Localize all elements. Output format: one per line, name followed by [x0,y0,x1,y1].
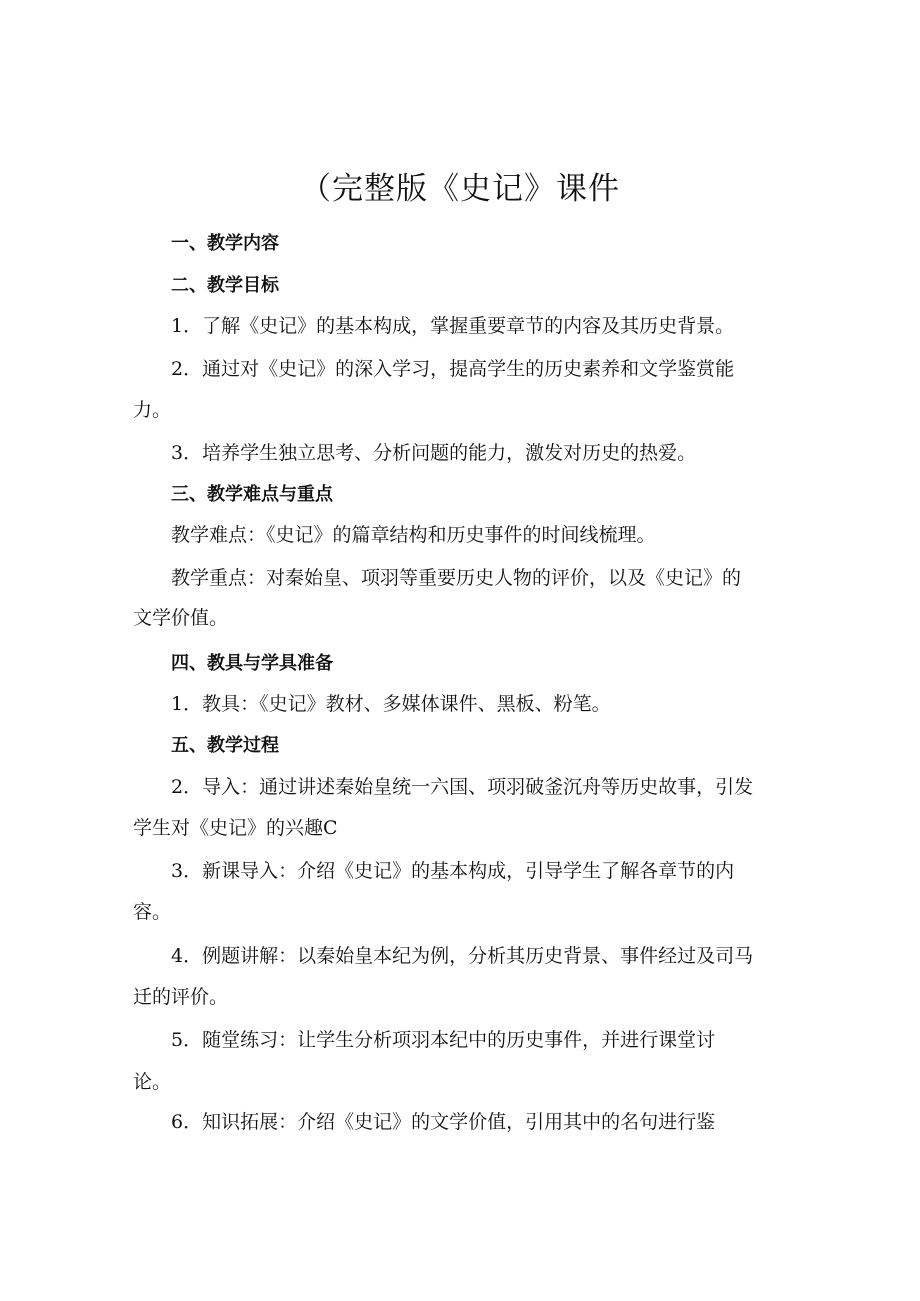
process-item-6: 6．知识拓展：介绍《史记》的文学价值，引用其中的名句进行鉴 [171,1111,716,1133]
document-title: （完整版《史记》课件 [300,171,620,207]
difficulty-text: 教学难点：《史记》的篇章结构和历史事件的时间线梳理。 [171,524,656,546]
key-point-text: 教学重点：对秦始皇、项羽等重要历史人物的评价，以及《史记》的 [171,567,742,589]
process-item-2: 2．导入：通过讲述秦始皇统一六国、项羽破釜沉舟等历史故事，引发 [171,776,754,798]
objective-item-1: 1．了解《史记》的基本构成，掌握重要章节的内容及其历史背景。 [171,315,735,337]
section-heading-objectives: 二、教学目标 [171,275,279,296]
objective-item-2-continued: 力。 [133,399,172,421]
process-item-4-continued: 迁的评价。 [133,986,229,1008]
tools-item-1: 1．教具：《史记》教材、多媒体课件、黑板、粉笔。 [171,693,611,715]
process-item-5: 5．随堂练习：让学生分析项羽本纪中的历史事件，并进行课堂讨 [171,1029,716,1051]
section-heading-process: 五、教学过程 [171,735,279,756]
objective-item-2: 2．通过对《史记》的深入学习，提高学生的历史素养和文学鉴赏能 [171,358,735,380]
section-heading-content: 一、教学内容 [171,233,279,254]
key-point-text-continued: 文学价值。 [133,607,229,629]
section-heading-difficulty: 三、教学难点与重点 [171,484,333,505]
process-item-3: 3．新课导入：介绍《史记》的基本构成，引导学生了解各章节的内 [171,860,735,882]
section-heading-tools: 四、教具与学具准备 [171,653,333,674]
objective-item-3: 3．培养学生独立思考、分析问题的能力，激发对历史的热爱。 [171,442,697,464]
process-item-3-continued: 容。 [133,901,172,923]
process-item-2-continued: 学生对《史记》的兴趣C [133,817,338,839]
process-item-5-continued: 论。 [133,1071,172,1093]
process-item-4: 4．例题讲解：以秦始皇本纪为例，分析其历史背景、事件经过及司马 [171,945,754,967]
